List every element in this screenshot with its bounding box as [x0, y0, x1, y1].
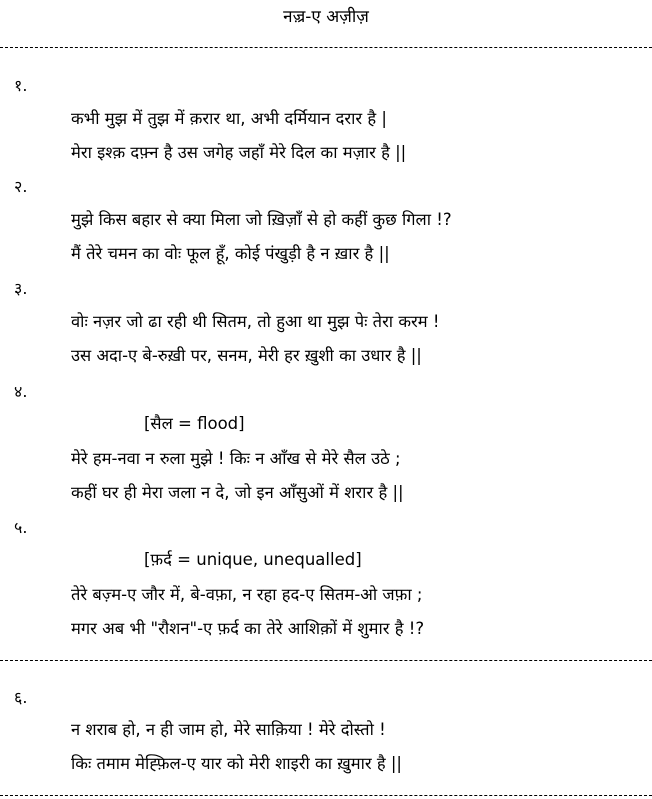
stanza-gloss: [फ़र्द = unique, unequalled]	[144, 550, 362, 569]
stanza-number: १.	[14, 76, 28, 95]
verse-line: मेरा इश्क़ दफ़्न है उस जगेह जहाँ मेरे दिल का मज़ार है ||	[71, 143, 407, 162]
stanza-number: २.	[14, 177, 28, 196]
verse-line: कभी मुझ में तुझ में क़रार था, अभी दर्मियान दरार है |	[71, 109, 387, 128]
divider-bottom	[0, 795, 652, 796]
stanza-number: ३.	[14, 279, 28, 298]
stanza-number: ५.	[14, 518, 28, 537]
stanza-number: ४.	[14, 382, 28, 401]
verse-line: किः तमाम मेह्फ़िल-ए यार को मेरी शाइरी का ख़ुमार है ||	[71, 754, 402, 773]
verse-line: उस अदा-ए बे-रुख़ी पर, सनम, मेरी हर ख़ुशी का उधार है ||	[71, 346, 422, 365]
verse-line: मुझे किस बहार से क्या मिला जो ख़िज़ाँ से हो कहीं कुछ गिला !?	[71, 210, 452, 229]
verse-line: वोः नज़र जो ढा रही थी सितम, तो हुआ था मुझ पेः तेरा करम !	[71, 312, 440, 331]
divider-top	[0, 47, 652, 48]
verse-line: मेरे हम-नवा न रुला मुझे ! किः न आँख से मेरे सैल उठे ;	[71, 449, 401, 468]
verse-line: कहीं घर ही मेरा जला न दे, जो इन आँसुओं में शरार है ||	[71, 483, 404, 502]
divider-middle	[0, 660, 652, 661]
verse-line: न शराब हो, न ही जाम हो, मेरे साक़िया ! मेरे दोस्तो !	[71, 720, 386, 739]
verse-line: मैं तेरे चमन का वोः फूल हूँ, कोई पंखुड़ी है न ख़ार है ||	[71, 244, 390, 263]
poem-title: नज़्र-ए अज़ीज़	[283, 7, 369, 27]
verse-line: मगर अब भी "रौशन"-ए फ़र्द का तेरे आशिक़ों में शुमार है !?	[71, 619, 425, 638]
stanza-number: ६.	[14, 688, 28, 707]
verse-line: तेरे बज़्म-ए जौर में, बे-वफ़ा, न रहा हद-ए सितम-ओ जफ़ा ;	[71, 585, 423, 604]
stanza-gloss: [सैल = flood]	[144, 414, 245, 433]
